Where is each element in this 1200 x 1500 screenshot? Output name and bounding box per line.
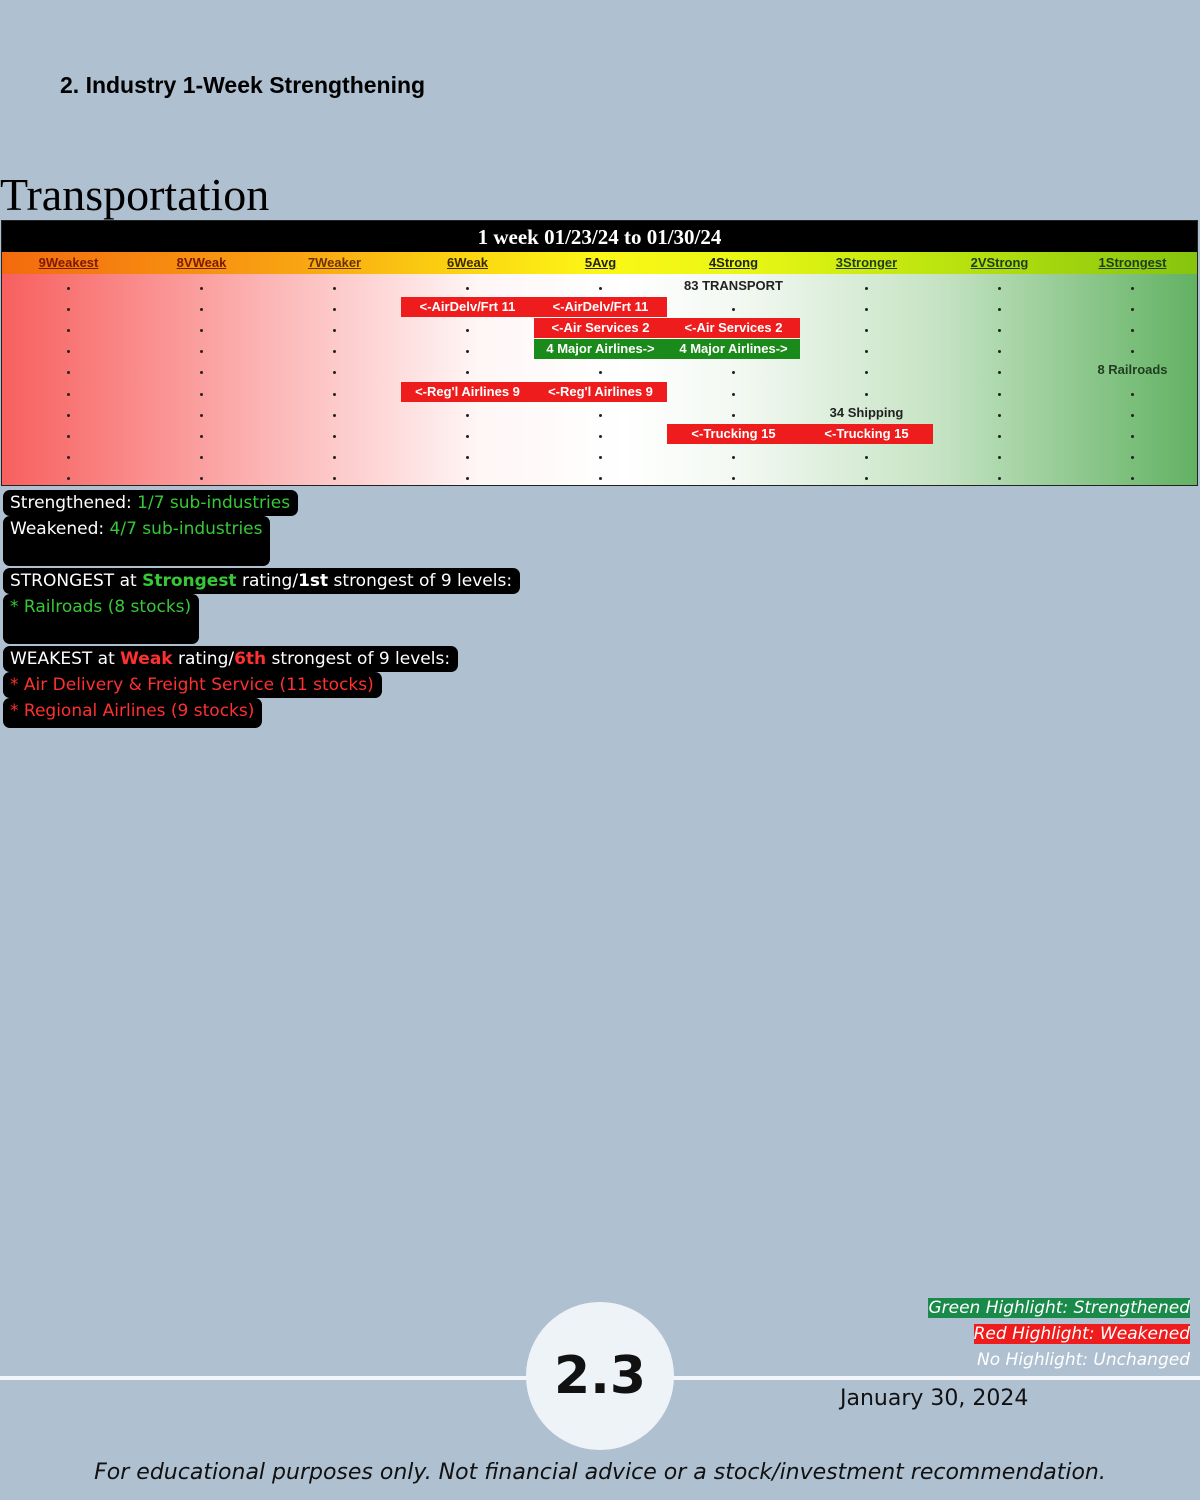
grid-dot	[998, 435, 1001, 438]
level-label: 2VStrong	[970, 255, 1029, 270]
grid-dot	[200, 414, 203, 417]
chart-header: 1 week 01/23/24 to 01/30/24	[2, 221, 1197, 252]
grid-dot	[599, 477, 602, 480]
strongest-item: * Railroads (8 stocks)	[3, 594, 199, 644]
legend-red: Red Highlight: Weakened	[973, 1324, 1190, 1344]
disclaimer: For educational purposes only. Not financial advice or a stock/investment recommendation.	[94, 1460, 1106, 1485]
grid-dot	[200, 287, 203, 290]
grid-dot	[998, 287, 1001, 290]
level-label: 8VWeak	[176, 255, 227, 270]
grid-dot	[466, 350, 469, 353]
grid-dot	[1131, 456, 1134, 459]
grid-dot	[865, 477, 868, 480]
grid-dot	[732, 371, 735, 374]
grid-entry: <-Trucking 15	[800, 424, 933, 444]
legend-green: Green Highlight: Strengthened	[928, 1298, 1190, 1318]
grid-dot	[200, 371, 203, 374]
grid-dot	[333, 414, 336, 417]
weakest-item: * Air Delivery & Freight Service (11 stocks)	[3, 672, 382, 698]
grid-dot	[1131, 477, 1134, 480]
grid-dot	[200, 350, 203, 353]
grid-dot	[333, 308, 336, 311]
strongest-heading: STRONGEST at Strongest rating/1st strongest of 9 levels:	[3, 568, 520, 594]
grid-dot	[998, 350, 1001, 353]
grid-dot	[865, 287, 868, 290]
grid-entry: <-Reg'l Airlines 9	[401, 382, 534, 402]
grid-entry: <-Air Services 2	[534, 318, 667, 338]
grid-dot	[333, 287, 336, 290]
grid-entry: <-Trucking 15	[667, 424, 800, 444]
grid-dot	[599, 456, 602, 459]
grid-dot	[67, 350, 70, 353]
grid-dot	[333, 329, 336, 332]
grid-dot	[333, 477, 336, 480]
grid-dot	[333, 371, 336, 374]
level-header-row	[2, 252, 1197, 274]
grid-dot	[998, 371, 1001, 374]
rating-grid-chart	[1, 220, 1198, 486]
grid-dot	[333, 350, 336, 353]
grid-dot	[732, 477, 735, 480]
weakened-line: Weakened: 4/7 sub-industries	[3, 516, 270, 566]
legend-none: No Highlight: Unchanged	[977, 1350, 1190, 1370]
grid-dot	[1131, 350, 1134, 353]
grid-entry: 8 Railroads	[1097, 362, 1168, 378]
grid-dot	[865, 393, 868, 396]
grid-dot	[67, 308, 70, 311]
grid-entry: <-Air Services 2	[667, 318, 800, 338]
grid-dot	[998, 456, 1001, 459]
grid-dot	[67, 477, 70, 480]
grid-dot	[466, 371, 469, 374]
grid-dot	[865, 456, 868, 459]
grid-dot	[1131, 308, 1134, 311]
sector-title: Transportation	[0, 169, 270, 220]
grid-dot	[865, 350, 868, 353]
grid-dot	[1131, 435, 1134, 438]
grid-dot	[67, 287, 70, 290]
grid-dot	[599, 435, 602, 438]
grid-dot	[732, 308, 735, 311]
grid-dot	[998, 414, 1001, 417]
level-label: 1Strongest	[1098, 255, 1167, 270]
grid-entry: <-AirDelv/Frt 11	[401, 297, 534, 317]
grid-dot	[67, 371, 70, 374]
grid-entry: <-Reg'l Airlines 9	[534, 382, 667, 402]
grid-dot	[466, 287, 469, 290]
grid-dot	[1131, 287, 1134, 290]
page-number: 2.3	[526, 1302, 674, 1450]
grid-dot	[67, 435, 70, 438]
level-label: 3Stronger	[835, 255, 898, 270]
grid-dot	[466, 477, 469, 480]
grid-dot	[732, 393, 735, 396]
grid-dot	[1131, 393, 1134, 396]
grid-entry: 4 Major Airlines->	[667, 339, 800, 359]
grid-dot	[466, 329, 469, 332]
grid-dot	[67, 329, 70, 332]
grid-dot	[200, 329, 203, 332]
grid-dot	[732, 456, 735, 459]
report-date: January 30, 2024	[840, 1386, 1029, 1411]
grid-dot	[865, 308, 868, 311]
grid-dot	[1131, 329, 1134, 332]
grid-dot	[599, 287, 602, 290]
level-label: 4Strong	[708, 255, 759, 270]
section-title: 2. Industry 1-Week Strengthening	[60, 72, 426, 98]
grid-dot	[333, 456, 336, 459]
level-label: 7Weaker	[307, 255, 362, 270]
grid-dot	[200, 435, 203, 438]
grid-dot	[732, 414, 735, 417]
level-label: 6Weak	[447, 255, 488, 270]
grid-dot	[200, 456, 203, 459]
grid-dot	[998, 329, 1001, 332]
level-label: 9Weakest	[38, 255, 99, 270]
grid-dot	[466, 456, 469, 459]
grid-dot	[466, 414, 469, 417]
grid-dot	[998, 308, 1001, 311]
grid-dot	[67, 456, 70, 459]
grid-dot	[333, 435, 336, 438]
grid-dot	[200, 477, 203, 480]
weakest-item: * Regional Airlines (9 stocks)	[3, 698, 262, 728]
grid-dot	[200, 308, 203, 311]
grid-entry: 34 Shipping	[829, 404, 904, 420]
grid-dot	[1131, 414, 1134, 417]
grid-entry: <-AirDelv/Frt 11	[534, 297, 667, 317]
grid-dot	[998, 477, 1001, 480]
grid-dot	[67, 393, 70, 396]
grid-entry: 4 Major Airlines->	[534, 339, 667, 359]
grid-dot	[865, 371, 868, 374]
level-label: 5Avg	[584, 255, 617, 270]
grid-dot	[998, 393, 1001, 396]
strengthened-line: Strengthened: 1/7 sub-industries	[3, 490, 298, 516]
grid-dot	[466, 435, 469, 438]
weakest-heading: WEAKEST at Weak rating/6th strongest of 9 levels:	[3, 646, 458, 672]
grid-dot	[333, 393, 336, 396]
grid-dot	[599, 414, 602, 417]
grid-dot	[599, 371, 602, 374]
grid-dot	[200, 393, 203, 396]
grid-dot	[865, 329, 868, 332]
grid-entry: 83 TRANSPORT	[684, 278, 783, 293]
grid-dot	[67, 414, 70, 417]
